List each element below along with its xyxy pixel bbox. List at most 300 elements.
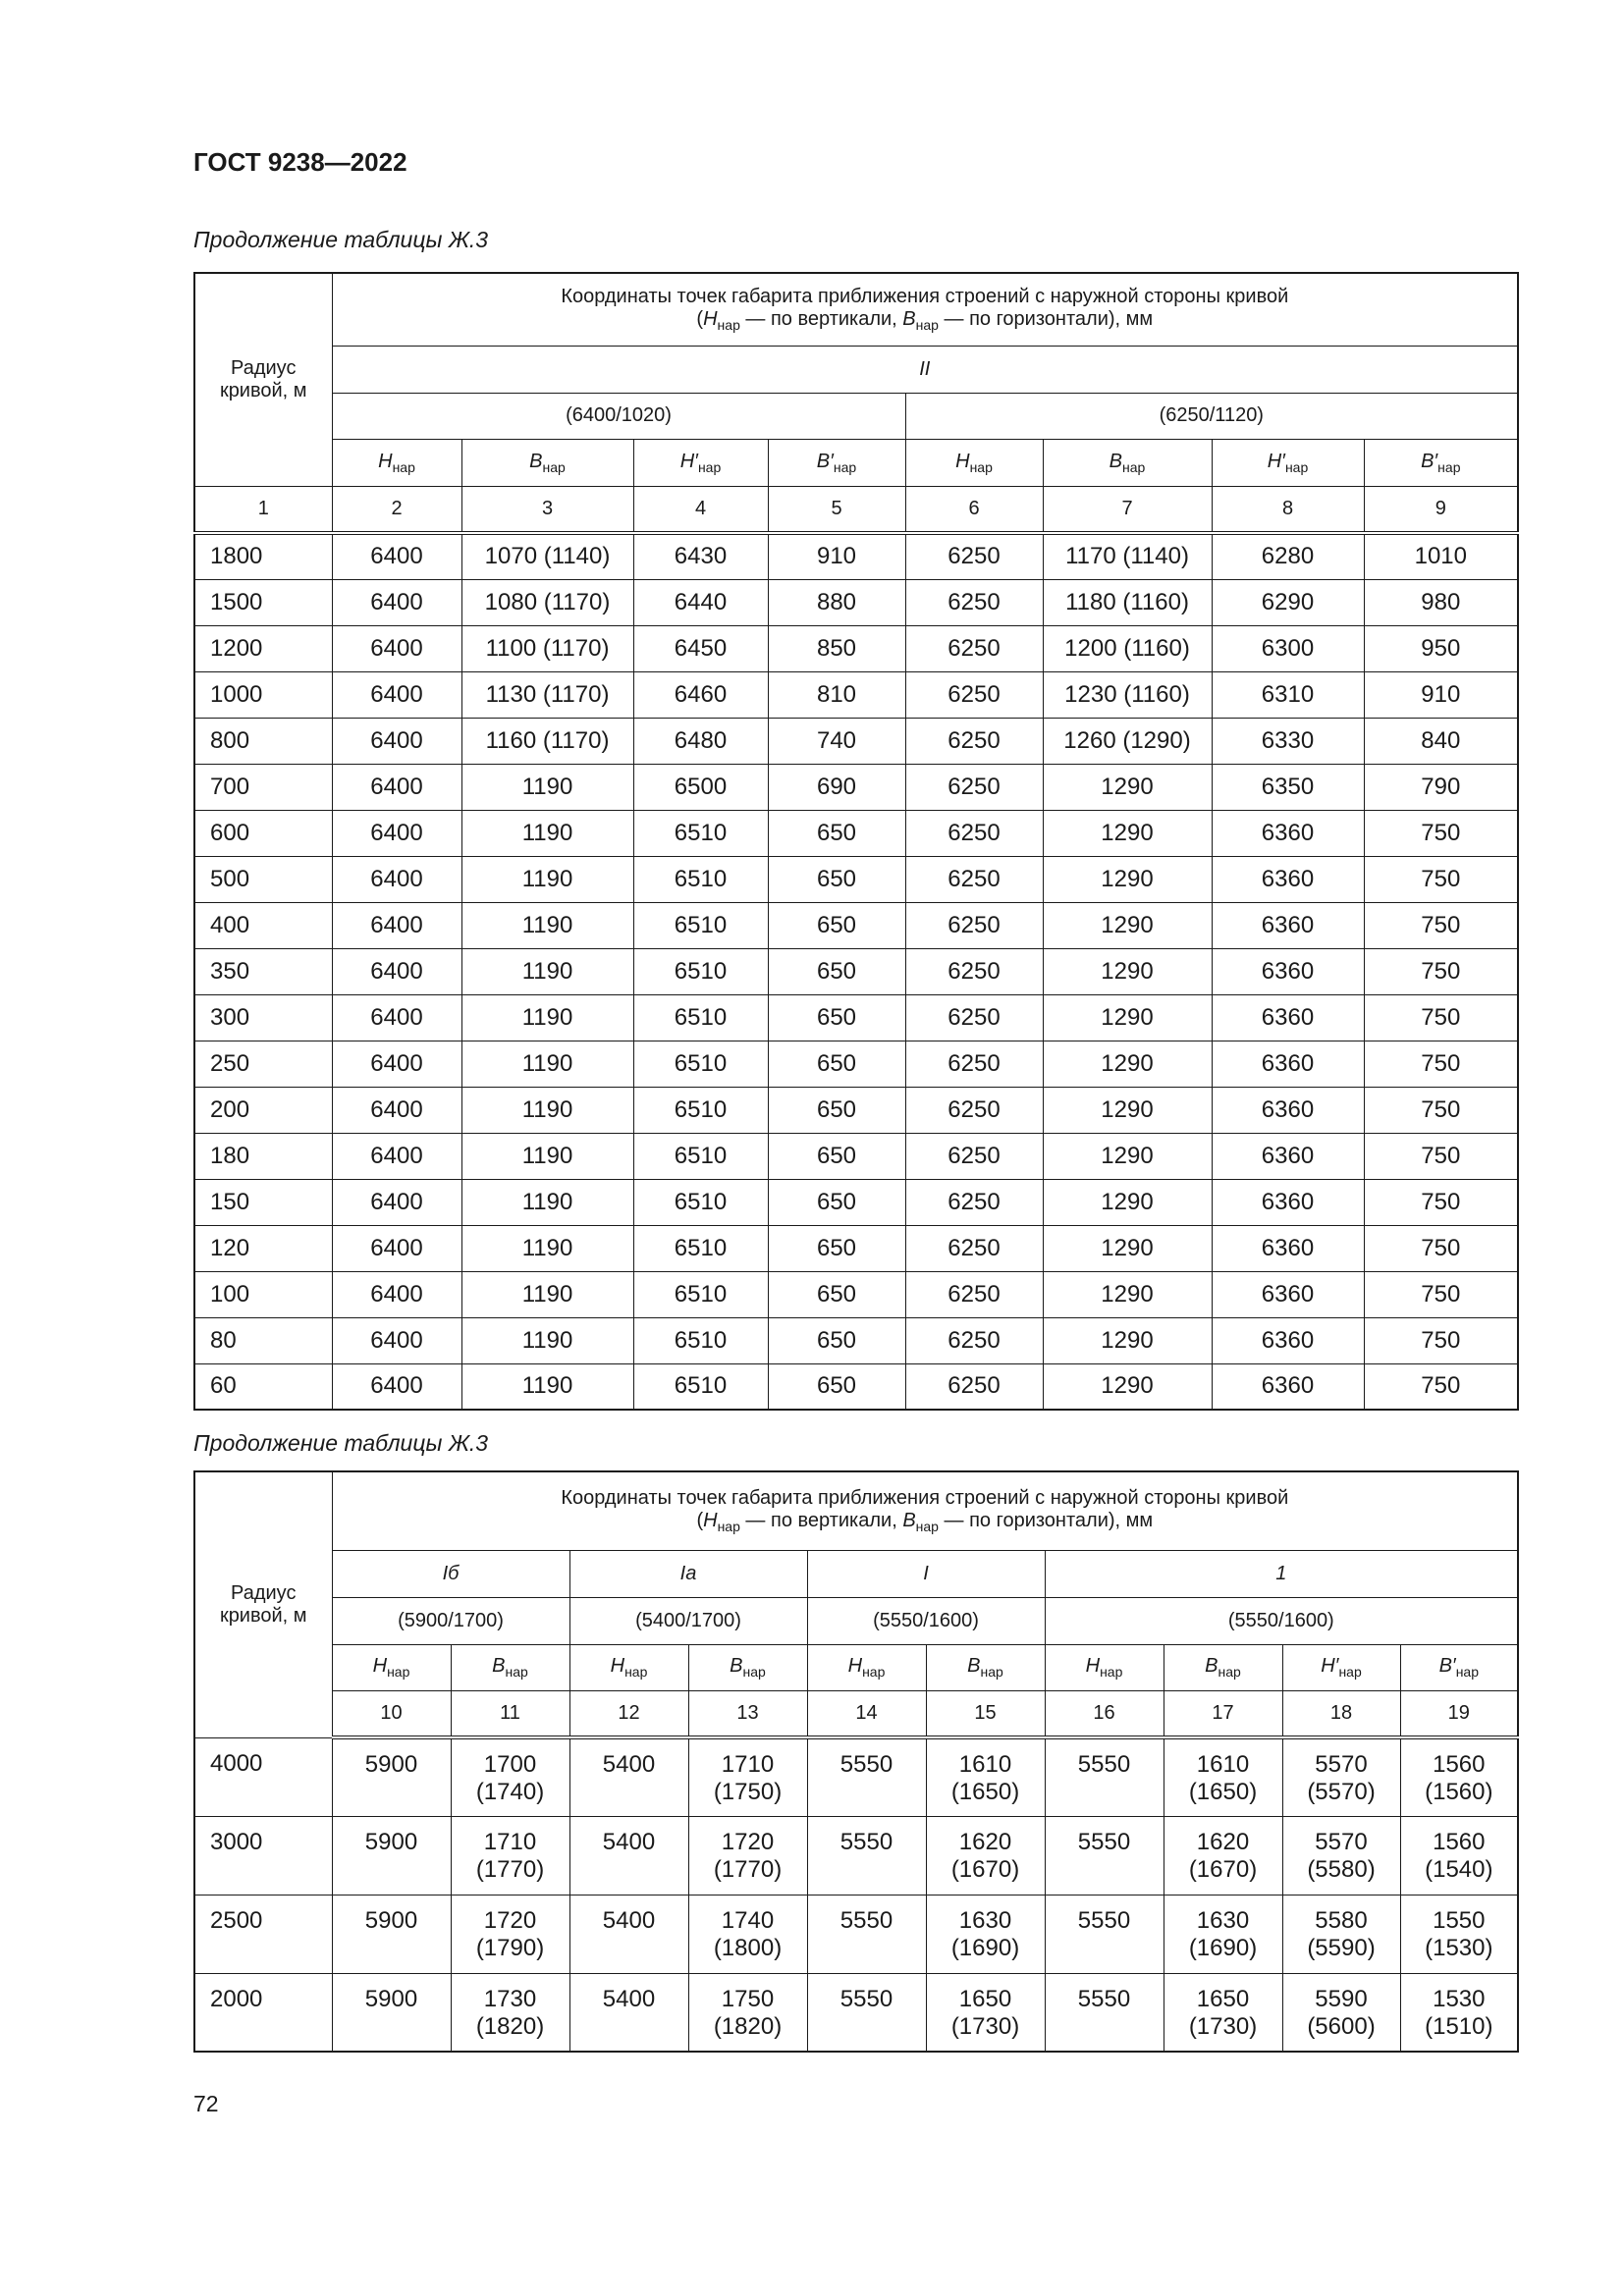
- value-cell: [332, 1973, 451, 2052]
- value-cell: 6510: [633, 994, 768, 1041]
- column-subscript: нар: [387, 1664, 410, 1680]
- value-cell: 880: [768, 579, 905, 625]
- value-cell: 910: [768, 533, 905, 579]
- column-subscript: нар: [1437, 458, 1461, 475]
- column-symbol-header: [332, 1644, 451, 1690]
- column-number: 9: [1364, 486, 1518, 533]
- group-label: (5400/1700): [569, 1597, 807, 1644]
- cell-line: 1620: [1196, 1828, 1250, 1855]
- column-number: 6: [905, 486, 1043, 533]
- value-cell: 1190: [461, 1179, 633, 1225]
- value-cell: 6360: [1212, 1271, 1364, 1317]
- value-cell: 6400: [332, 579, 461, 625]
- value-cell: 6250: [905, 1133, 1043, 1179]
- coords-header-part: — по горизонтали), мм: [938, 1510, 1154, 1532]
- value-cell: 980: [1364, 579, 1518, 625]
- cell-line: 5550: [1077, 1751, 1131, 1778]
- table-row: [194, 764, 1518, 810]
- value-cell: 1190: [461, 856, 633, 902]
- table-row: [194, 994, 1518, 1041]
- column-number: 14: [807, 1690, 926, 1737]
- column-number: 17: [1164, 1690, 1282, 1737]
- coords-header-subscript: нар: [717, 1519, 740, 1535]
- value-cell: 650: [768, 856, 905, 902]
- value-cell: 740: [768, 718, 905, 764]
- value-cell: 6400: [332, 1317, 461, 1363]
- cell-line: (1650): [1188, 1779, 1258, 1805]
- value-cell: 6360: [1212, 1087, 1364, 1133]
- column-subscript: нар: [392, 458, 415, 475]
- table-row: [194, 1363, 1518, 1410]
- value-cell: [1282, 1816, 1400, 1895]
- table-row: [194, 1317, 1518, 1363]
- radius-cell: 250: [194, 1041, 332, 1087]
- value-cell: 1290: [1043, 1133, 1212, 1179]
- value-cell: 650: [768, 1133, 905, 1179]
- column-symbol: H′: [1321, 1655, 1339, 1677]
- value-cell: 650: [768, 1317, 905, 1363]
- value-cell: 950: [1364, 625, 1518, 671]
- value-cell: 1190: [461, 810, 633, 856]
- value-cell: 6350: [1212, 764, 1364, 810]
- coords-header-part: — по вертикали,: [739, 308, 903, 331]
- cell-line: 1550: [1433, 1906, 1486, 1934]
- radius-cell: 300: [194, 994, 332, 1041]
- cell-line: (1740): [475, 1779, 545, 1805]
- column-number: 18: [1282, 1690, 1400, 1737]
- radius-cell: [194, 1973, 332, 2052]
- group-label: (5900/1700): [332, 1597, 569, 1644]
- value-cell: 6250: [905, 718, 1043, 764]
- radius-cell: 350: [194, 948, 332, 994]
- cell-line: 5550: [1077, 1828, 1131, 1855]
- value-cell: 750: [1364, 1179, 1518, 1225]
- group-label: (5550/1600): [1045, 1597, 1518, 1644]
- value-cell: 6450: [633, 625, 768, 671]
- cell-line: (1820): [475, 2012, 545, 2040]
- coords-header-subscript: нар: [915, 1519, 939, 1535]
- column-symbol-header: [1043, 439, 1212, 486]
- value-cell: 650: [768, 1271, 905, 1317]
- value-cell: [1045, 1973, 1164, 2052]
- value-cell: 1190: [461, 902, 633, 948]
- radius-cell: 1500: [194, 579, 332, 625]
- value-cell: 1190: [461, 1133, 633, 1179]
- value-cell: 6400: [332, 1041, 461, 1087]
- value-cell: 750: [1364, 1271, 1518, 1317]
- value-cell: [569, 1895, 688, 1973]
- table-row: [194, 1179, 1518, 1225]
- column-number-row: [194, 486, 1518, 533]
- cell-line: (5600): [1307, 2012, 1376, 2040]
- column-number: 2: [332, 486, 461, 533]
- value-cell: 6250: [905, 1041, 1043, 1087]
- column-subscript: нар: [1100, 1664, 1123, 1680]
- value-cell: 1190: [461, 1271, 633, 1317]
- radius-cell: 800: [194, 718, 332, 764]
- value-cell: 1290: [1043, 994, 1212, 1041]
- column-symbol-header: [926, 1644, 1045, 1690]
- cell-line: 1710: [721, 1751, 775, 1778]
- value-cell: 6330: [1212, 718, 1364, 764]
- value-cell: 6250: [905, 994, 1043, 1041]
- value-cell: [1400, 1973, 1518, 2052]
- cell-line: 1650: [1196, 1985, 1250, 2012]
- value-cell: 650: [768, 994, 905, 1041]
- document-code: ГОСТ 9238—2022: [193, 147, 407, 177]
- value-cell: [451, 1737, 569, 1816]
- coords-header-line2: [333, 308, 1518, 333]
- coords-header-line2: [333, 1510, 1518, 1534]
- value-cell: 6360: [1212, 810, 1364, 856]
- cell-line: 1610: [1196, 1751, 1250, 1778]
- value-cell: [1045, 1816, 1164, 1895]
- table-row: [194, 1087, 1518, 1133]
- cell-line: 4000: [210, 1749, 263, 1777]
- column-symbol-header: [451, 1644, 569, 1690]
- coords-header-symbol: B: [902, 308, 916, 331]
- value-cell: 6510: [633, 1363, 768, 1410]
- table-row: [194, 810, 1518, 856]
- value-cell: 750: [1364, 902, 1518, 948]
- gauge-label: I: [807, 1550, 1045, 1597]
- column-symbol: H′: [1267, 450, 1285, 472]
- column-symbol: B: [1205, 1655, 1218, 1677]
- radius-header: Радиус кривой, м: [194, 273, 332, 486]
- cell-line: 5580: [1315, 1906, 1368, 1934]
- coords-header-symbol: H: [703, 308, 718, 331]
- value-cell: 6510: [633, 1179, 768, 1225]
- cell-line: 1730: [483, 1985, 537, 2012]
- value-cell: [1282, 1973, 1400, 2052]
- column-subscript: нар: [862, 1664, 886, 1680]
- cell-line: 5400: [602, 1751, 656, 1778]
- value-cell: 750: [1364, 994, 1518, 1041]
- value-cell: [332, 1895, 451, 1973]
- table-row: [194, 856, 1518, 902]
- cell-line: 5570: [1315, 1828, 1368, 1855]
- value-cell: 6280: [1212, 533, 1364, 579]
- value-cell: 6400: [332, 1133, 461, 1179]
- value-cell: 6250: [905, 902, 1043, 948]
- value-cell: [332, 1816, 451, 1895]
- column-subscript: нар: [742, 1664, 766, 1680]
- cell-line: (1510): [1425, 2012, 1493, 2040]
- value-cell: [1045, 1737, 1164, 1816]
- cell-line: 5900: [364, 1828, 418, 1855]
- value-cell: 6250: [905, 1087, 1043, 1133]
- cell-line: 1620: [958, 1828, 1012, 1855]
- column-subscript: нар: [624, 1664, 648, 1680]
- table-row: [194, 579, 1518, 625]
- value-cell: 6250: [905, 1225, 1043, 1271]
- value-cell: 1290: [1043, 902, 1212, 948]
- value-cell: 850: [768, 625, 905, 671]
- column-subscript: нар: [697, 458, 722, 475]
- cell-line: 1560: [1433, 1828, 1486, 1855]
- value-cell: 6510: [633, 1041, 768, 1087]
- column-subscript: нар: [1122, 458, 1146, 475]
- column-subscript: нар: [833, 458, 857, 475]
- value-cell: 6500: [633, 764, 768, 810]
- cell-line: (1540): [1425, 1855, 1493, 1883]
- column-symbol: B: [1109, 450, 1123, 472]
- value-cell: 6250: [905, 1363, 1043, 1410]
- value-cell: 6510: [633, 1087, 768, 1133]
- coords-header-symbol: B: [902, 1510, 916, 1532]
- cell-line: 5900: [364, 1751, 418, 1778]
- column-number: 15: [926, 1690, 1045, 1737]
- column-number: 1: [194, 486, 332, 533]
- value-cell: 750: [1364, 1133, 1518, 1179]
- cell-line: 5590: [1315, 1985, 1368, 2012]
- value-cell: 1100 (1170): [461, 625, 633, 671]
- column-symbol-header: [1364, 439, 1518, 486]
- table1-caption: Продолжение таблицы Ж.3: [193, 227, 489, 252]
- column-symbol: B′: [1438, 1655, 1456, 1677]
- value-cell: 6400: [332, 994, 461, 1041]
- value-cell: [1045, 1895, 1164, 1973]
- value-cell: 6400: [332, 1271, 461, 1317]
- column-number: 19: [1400, 1690, 1518, 1737]
- value-cell: 6510: [633, 948, 768, 994]
- value-cell: 6250: [905, 856, 1043, 902]
- column-symbol-header: [461, 439, 633, 486]
- value-cell: 1190: [461, 994, 633, 1041]
- cell-line: (5590): [1307, 1934, 1376, 1961]
- column-symbol-header: [1400, 1644, 1518, 1690]
- value-cell: 6400: [332, 718, 461, 764]
- table2-caption: Продолжение таблицы Ж.3: [193, 1430, 489, 1456]
- value-cell: 1160 (1170): [461, 718, 633, 764]
- radius-cell: 1800: [194, 533, 332, 579]
- column-symbol: B′: [1421, 450, 1438, 472]
- column-subscript: нар: [1455, 1664, 1479, 1680]
- value-cell: 6250: [905, 1317, 1043, 1363]
- value-cell: [926, 1973, 1045, 2052]
- column-symbol: B: [529, 450, 543, 472]
- table-row: [194, 1737, 1518, 1816]
- group-label: (5550/1600): [807, 1597, 1045, 1644]
- value-cell: 1290: [1043, 1271, 1212, 1317]
- radius-cell: 1000: [194, 671, 332, 718]
- column-symbol: H: [847, 1655, 863, 1677]
- value-cell: 6360: [1212, 1041, 1364, 1087]
- value-cell: 1190: [461, 948, 633, 994]
- value-cell: 6510: [633, 1133, 768, 1179]
- value-cell: 6360: [1212, 856, 1364, 902]
- value-cell: 6250: [905, 1179, 1043, 1225]
- value-cell: [1400, 1895, 1518, 1973]
- value-cell: 1080 (1170): [461, 579, 633, 625]
- column-number: 13: [688, 1690, 807, 1737]
- radius-cell: 180: [194, 1133, 332, 1179]
- header-row: [194, 1471, 1518, 1550]
- value-cell: 910: [1364, 671, 1518, 718]
- cell-line: 5550: [839, 1751, 893, 1778]
- value-cell: [332, 1737, 451, 1816]
- cell-line: 3000: [210, 1828, 263, 1855]
- column-symbol: B′: [816, 450, 834, 472]
- value-cell: 840: [1364, 718, 1518, 764]
- table-row: [194, 625, 1518, 671]
- radius-cell: 100: [194, 1271, 332, 1317]
- cell-line: 5550: [839, 1828, 893, 1855]
- radius-header: Радиус кривой, м: [194, 1471, 332, 1737]
- cell-line: 1740: [721, 1906, 775, 1934]
- page-number: 72: [193, 2091, 219, 2116]
- radius-cell: 80: [194, 1317, 332, 1363]
- value-cell: 1290: [1043, 810, 1212, 856]
- radius-cell: 150: [194, 1179, 332, 1225]
- table-row: [194, 948, 1518, 994]
- value-cell: [1282, 1895, 1400, 1973]
- value-cell: 1290: [1043, 764, 1212, 810]
- value-cell: [926, 1895, 1045, 1973]
- cell-line: 1650: [958, 1985, 1012, 2012]
- value-cell: 650: [768, 1087, 905, 1133]
- value-cell: [451, 1816, 569, 1895]
- value-cell: 6360: [1212, 902, 1364, 948]
- column-number: 7: [1043, 486, 1212, 533]
- coords-header-part: — по вертикали,: [739, 1510, 903, 1532]
- cell-line: (5580): [1307, 1855, 1376, 1883]
- column-symbol-header: [332, 439, 461, 486]
- column-number: 8: [1212, 486, 1364, 533]
- column-number: 12: [569, 1690, 688, 1737]
- column-symbol-header: [1164, 1644, 1282, 1690]
- cell-line: 2500: [210, 1906, 263, 1934]
- value-cell: 6310: [1212, 671, 1364, 718]
- value-cell: [569, 1973, 688, 2052]
- value-cell: 1290: [1043, 1179, 1212, 1225]
- value-cell: 650: [768, 902, 905, 948]
- cell-line: (1560): [1425, 1779, 1493, 1805]
- header-row: [194, 273, 1518, 346]
- gauge-label: Ia: [569, 1550, 807, 1597]
- cell-line: 1630: [1196, 1906, 1250, 1934]
- column-symbol-header: [688, 1644, 807, 1690]
- cell-line: (5570): [1307, 1779, 1376, 1805]
- cell-line: 1700: [483, 1751, 537, 1778]
- table-row: [194, 1225, 1518, 1271]
- value-cell: [569, 1816, 688, 1895]
- table-row: [194, 1041, 1518, 1087]
- radius-cell: [194, 1816, 332, 1895]
- value-cell: 1170 (1140): [1043, 533, 1212, 579]
- value-cell: [1164, 1737, 1282, 1816]
- value-cell: 6400: [332, 948, 461, 994]
- value-cell: 6360: [1212, 994, 1364, 1041]
- cell-line: (1820): [713, 2012, 783, 2040]
- coords-header-symbol: H: [703, 1510, 718, 1532]
- value-cell: 6400: [332, 1225, 461, 1271]
- column-symbol-header: [768, 439, 905, 486]
- value-cell: 6480: [633, 718, 768, 764]
- value-cell: 6460: [633, 671, 768, 718]
- group-row: [194, 1597, 1518, 1644]
- table-row: [194, 1816, 1518, 1895]
- column-symbol: H′: [679, 450, 698, 472]
- radius-cell: 600: [194, 810, 332, 856]
- column-subscript: нар: [1284, 458, 1309, 475]
- column-symbol: B: [492, 1655, 506, 1677]
- column-number: 10: [332, 1690, 451, 1737]
- value-cell: 1290: [1043, 948, 1212, 994]
- column-symbol-header: [1045, 1644, 1164, 1690]
- value-cell: 750: [1364, 948, 1518, 994]
- gauge-label: II: [332, 346, 1518, 393]
- value-cell: 1290: [1043, 856, 1212, 902]
- value-cell: [451, 1895, 569, 1973]
- cell-line: 5550: [1077, 1906, 1131, 1934]
- cell-line: 1560: [1433, 1751, 1486, 1778]
- cell-line: 2000: [210, 1985, 263, 2012]
- value-cell: 6510: [633, 1271, 768, 1317]
- cell-line: 5900: [364, 1985, 418, 2012]
- value-cell: 750: [1364, 1087, 1518, 1133]
- table-row: [194, 1133, 1518, 1179]
- value-cell: 6360: [1212, 1179, 1364, 1225]
- value-cell: 650: [768, 1179, 905, 1225]
- value-cell: 1010: [1364, 533, 1518, 579]
- column-symbol: H: [378, 450, 393, 472]
- column-number: 11: [451, 1690, 569, 1737]
- value-cell: 6300: [1212, 625, 1364, 671]
- value-cell: 6360: [1212, 1317, 1364, 1363]
- cell-line: 5400: [602, 1828, 656, 1855]
- value-cell: 6250: [905, 579, 1043, 625]
- value-cell: 1190: [461, 1225, 633, 1271]
- value-cell: 6250: [905, 810, 1043, 856]
- gauge-row: [194, 346, 1518, 393]
- value-cell: 1190: [461, 1041, 633, 1087]
- value-cell: 1130 (1170): [461, 671, 633, 718]
- value-cell: 1260 (1290): [1043, 718, 1212, 764]
- column-symbol: H: [1085, 1655, 1101, 1677]
- table-row: [194, 718, 1518, 764]
- coords-header-part: — по горизонтали), мм: [938, 308, 1154, 331]
- cell-line: (1530): [1425, 1934, 1493, 1961]
- value-cell: 6510: [633, 902, 768, 948]
- value-cell: 1190: [461, 1317, 633, 1363]
- cell-line: (1800): [713, 1934, 783, 1961]
- value-cell: [807, 1895, 926, 1973]
- value-cell: [1400, 1737, 1518, 1816]
- value-cell: [688, 1816, 807, 1895]
- coords-header-line1: Координаты точек габарита приближения строений с наружной стороны кривой: [561, 1487, 1289, 1510]
- value-cell: 650: [768, 948, 905, 994]
- value-cell: [807, 1973, 926, 2052]
- value-cell: 6400: [332, 1087, 461, 1133]
- value-cell: 6400: [332, 1179, 461, 1225]
- value-cell: 6250: [905, 533, 1043, 579]
- value-cell: [926, 1816, 1045, 1895]
- cell-line: 5550: [839, 1906, 893, 1934]
- value-cell: [1164, 1895, 1282, 1973]
- column-symbol: H: [955, 450, 970, 472]
- column-symbol-header: [807, 1644, 926, 1690]
- coords-header-subscript: нар: [717, 317, 740, 334]
- cell-line: (1690): [1188, 1934, 1258, 1961]
- value-cell: 6400: [332, 902, 461, 948]
- cell-line: 1710: [483, 1828, 537, 1855]
- column-symbol-header: [569, 1644, 688, 1690]
- table-row: [194, 1271, 1518, 1317]
- column-number: 16: [1045, 1690, 1164, 1737]
- value-cell: 1180 (1160): [1043, 579, 1212, 625]
- value-cell: 1290: [1043, 1317, 1212, 1363]
